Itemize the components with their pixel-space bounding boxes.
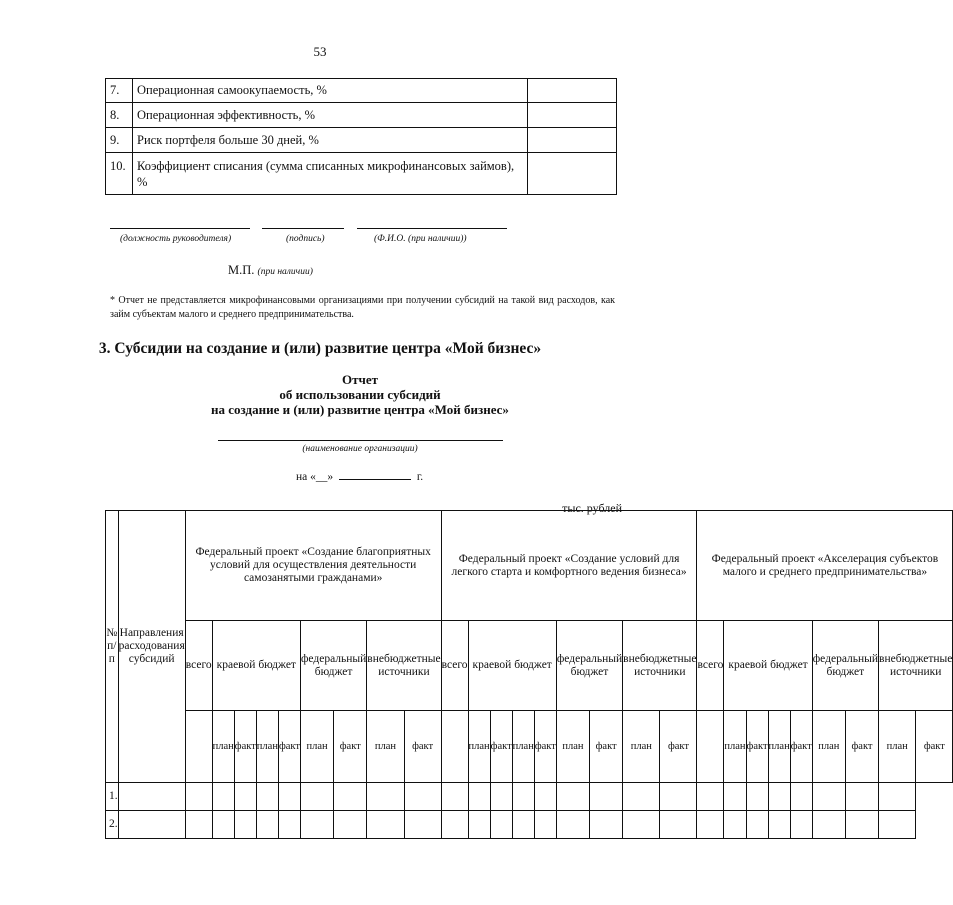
row-text: Операционная эффективность, % xyxy=(133,103,528,128)
project-1-header: Федеральный проект «Создание благоприятных условий для осуществления деятельности самозанятыми гражданами» xyxy=(185,511,441,621)
report-title: Отчет xyxy=(342,372,378,387)
indicators-table xyxy=(105,78,617,195)
subcol-total: всего xyxy=(441,621,468,711)
project-3-header: Федеральный проект «Акселерация субъектов малого и среднего предпринимательства» xyxy=(697,511,953,621)
table-row xyxy=(106,783,953,811)
plan-cell: план xyxy=(768,711,790,783)
fact-cell: факт xyxy=(590,711,623,783)
cell-empty xyxy=(697,711,724,783)
row-number: 8. xyxy=(106,103,133,128)
fact-cell: факт xyxy=(234,711,256,783)
row-number: 10. xyxy=(106,153,133,195)
fact-cell: факт xyxy=(845,711,878,783)
footnote: * Отчет не представляется микрофинансовыми организациями при получении субсидий на такой вид расходов, как займ субъектам малого и среднего предпринимательства. xyxy=(110,295,615,320)
plan-cell: план xyxy=(879,711,916,783)
report-date xyxy=(296,470,423,483)
fact-cell: факт xyxy=(790,711,812,783)
plan-cell: план xyxy=(256,711,278,783)
report-table xyxy=(105,510,953,839)
fact-cell: факт xyxy=(916,711,953,783)
sign-caption: (подпись) xyxy=(286,234,325,244)
plan-cell: план xyxy=(556,711,589,783)
plan-cell: план xyxy=(512,711,534,783)
table-row xyxy=(106,79,617,103)
table-row xyxy=(106,811,953,839)
fact-cell: факт xyxy=(404,711,441,783)
row-value xyxy=(528,153,617,195)
row-text: Коэффициент списания (сумма списанных микрофинансовых займов), % xyxy=(133,153,528,195)
sign-line xyxy=(262,228,344,229)
unit-label: тыс. рублей xyxy=(562,501,622,515)
subcol-federal: федеральный бюджет xyxy=(812,621,878,711)
row-value xyxy=(528,128,617,153)
project-2-header: Федеральный проект «Создание условий для легкого старта и комфортного ведения бизнеса» xyxy=(441,511,697,621)
fact-cell: факт xyxy=(334,711,367,783)
plan-cell: план xyxy=(300,711,333,783)
row-value xyxy=(528,79,617,103)
fact-cell: факт xyxy=(278,711,300,783)
date-line xyxy=(339,470,411,480)
subcol-offbudget: внебюджетные источники xyxy=(623,621,697,711)
table-row xyxy=(106,103,617,128)
row-number: 9. xyxy=(106,128,133,153)
mp-note: (при наличии) xyxy=(257,267,313,277)
report-subtitle-2: на создание и (или) развитие центра «Мой бизнес» xyxy=(211,402,509,417)
subcol-offbudget: внебюджетные источники xyxy=(879,621,953,711)
fact-cell: факт xyxy=(746,711,768,783)
fio-caption: (Ф.И.О. (при наличии)) xyxy=(374,234,467,244)
header-row-3 xyxy=(106,711,953,783)
plan-cell: план xyxy=(367,711,404,783)
plan-cell: план xyxy=(724,711,746,783)
subcol-offbudget: внебюджетные источники xyxy=(367,621,441,711)
section-title: 3. Субсидии на создание и (или) развитие центра «Мой бизнес» xyxy=(98,340,542,357)
cell-empty xyxy=(185,711,212,783)
subcol-federal: федеральный бюджет xyxy=(300,621,366,711)
stamp-place xyxy=(228,263,313,278)
table-row xyxy=(106,153,617,195)
date-prefix: на «__» xyxy=(296,471,334,483)
row-number: 1. xyxy=(106,783,119,811)
col-direction-header: Направления расходования субсидий xyxy=(118,511,185,783)
row-text: Риск портфеля больше 30 дней, % xyxy=(133,128,528,153)
plan-cell: план xyxy=(812,711,845,783)
row-number: 7. xyxy=(106,79,133,103)
fact-cell: факт xyxy=(660,711,697,783)
cell-empty xyxy=(441,711,468,783)
header-row-2 xyxy=(106,621,953,711)
header-row-1 xyxy=(106,511,953,621)
col-number-header: № п/п xyxy=(106,511,119,783)
position-caption: (должность руководителя) xyxy=(120,234,232,244)
table-row xyxy=(106,128,617,153)
subcol-federal: федеральный бюджет xyxy=(556,621,622,711)
plan-cell: план xyxy=(623,711,660,783)
subcol-regional: краевой бюджет xyxy=(468,621,556,711)
position-line xyxy=(110,228,250,229)
mp-label: М.П. xyxy=(228,263,255,277)
row-value xyxy=(528,103,617,128)
subcol-total: всего xyxy=(697,621,724,711)
page-number: 53 xyxy=(313,44,327,59)
plan-cell: план xyxy=(468,711,490,783)
row-text: Операционная самоокупаемость, % xyxy=(133,79,528,103)
fact-cell: факт xyxy=(490,711,512,783)
row-number: 2. xyxy=(106,811,119,839)
subcol-regional: краевой бюджет xyxy=(212,621,300,711)
subcol-total: всего xyxy=(185,621,212,711)
org-name-line xyxy=(218,440,503,441)
fio-line xyxy=(357,228,507,229)
org-caption: (наименование организации) xyxy=(302,444,418,454)
report-subtitle: об использовании субсидий xyxy=(279,387,441,402)
date-suffix: г. xyxy=(416,471,424,483)
fact-cell: факт xyxy=(534,711,556,783)
plan-cell: план xyxy=(212,711,234,783)
subcol-regional: краевой бюджет xyxy=(724,621,812,711)
